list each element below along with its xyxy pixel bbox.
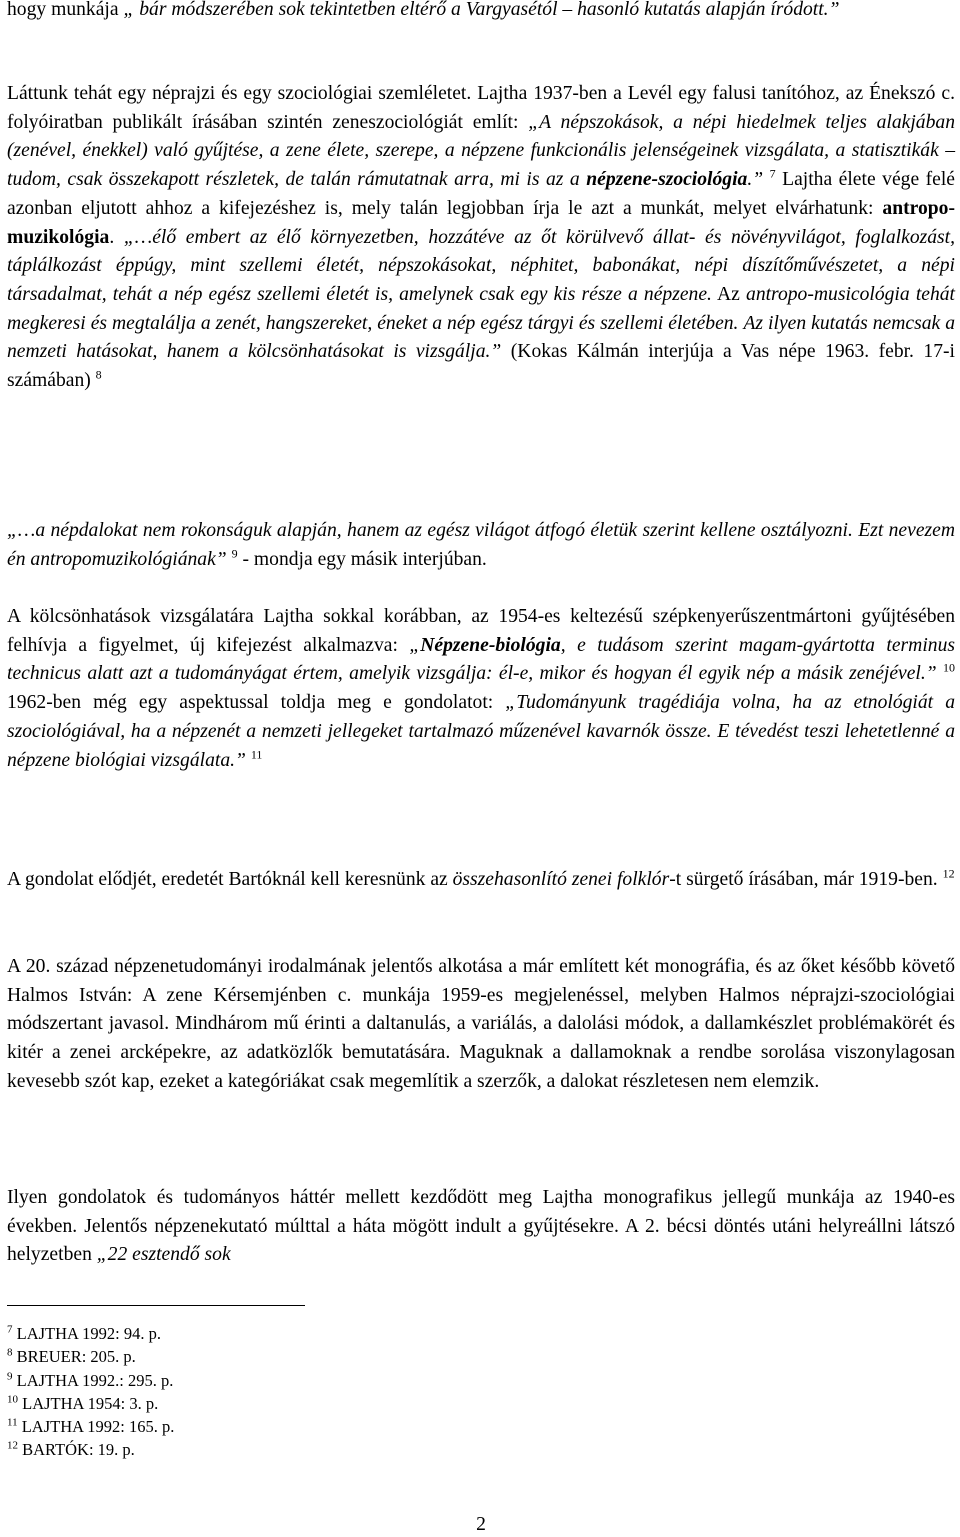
text-run: Ezt nevezem én antropomuzikológiának”: [7, 520, 955, 570]
text-run: antropo-musicológia tehát megkeresi és megtalálja a zenét, hangszereket, éneket a nép egész tárgyi és szellemi életében.: [7, 283, 955, 334]
text-run: hogy munkája: [7, 0, 124, 20]
paragraph: [7, 953, 955, 1097]
text-run: - mondja egy másik interjúban.: [237, 548, 487, 570]
footnote-text: BREUER: 205. p.: [16, 1347, 136, 1367]
page-number: 2: [476, 1514, 486, 1535]
footnote: [7, 1345, 174, 1368]
text-run: (Kokas Kálmán interjúja a Vas népe 1963. febr. 17-i számában): [7, 341, 955, 392]
text-run: „…a népdalokat nem rokonságuk alapján, hanem az egész világot átfogó életük szerint kellene osztályozni.: [7, 520, 853, 541]
text-run: , e tudásom szerint magam-gyártotta terminus technicus alatt azt a tudományágat értem, amelyik vizsgálja: él-e, mikor és hogyan él egyik nép a másik zenéjével.”: [7, 634, 955, 685]
text-run: „…élő embert az élő környezetben, hozzátéve az őt körülvevő állat- és növényvilágot, foglalkozást, táplálkozást éppúgy, mint szellemi életét, népszokásokat, néphitet, babonákat, népi díszítőművészetet, a népi társadalmat, tehát a nép egész szellemi életét is, amelynek csak egy kis része a népzene.: [7, 226, 955, 305]
text-run: A 20. század népzenetudományi irodalmának jelentős alkotása a már említett két monográfia, és az őket később követő Halmos István: A zene Kérsemjénben c. munkája 1959-es megjelenéssel, melyben Halmos néprajzi-szociológiai módszertant javasol. Mindhárom mű érinti a daltanulás, a variálás, a dalolási módok, a dallamkészlet problémakörét és kitér a zenei arcképekre, az adatközlők bemutatására. Maguknak a dallamoknak a rendbe sorolása viszonylagosan kevesebb szót kap, ezeket a kategóriákat csak megemlítik a szerzők, a dalokat részletesen nem elemzik.: [7, 956, 955, 1092]
footnote: [7, 1369, 174, 1392]
text-run: .: [109, 226, 124, 248]
footnotes: [7, 1322, 174, 1462]
text-run: A gondolat elődjét, eredetét Bartóknál kell keresnünk az: [7, 869, 453, 890]
paragraph: [7, 1184, 955, 1270]
paragraph: [7, 80, 955, 396]
footnote-text: LAJTHA 1992.: 295. p.: [16, 1370, 174, 1390]
footnote-number: 12: [7, 1439, 18, 1452]
footnote: [7, 1322, 174, 1345]
paragraph: [7, 603, 955, 775]
text-run: Népzene-biológia: [420, 634, 561, 656]
text-run: „Tudományunk tragédiája volna, ha az etnológiát a szociológiával, ha a népzenét a nemzeti jellegeket tartalmazó műzenével kavarnók össze. E tévedést teszi lehetetlenné a népzene biológiai vizsgálata.”: [7, 692, 956, 771]
footnote-reference[interactable]: 12: [942, 866, 955, 881]
text-run: -t sürgető írásában, már 1919-ben.: [669, 869, 943, 890]
footnote-reference[interactable]: 9: [231, 546, 238, 561]
footnote-reference[interactable]: 10: [943, 660, 955, 675]
text-run: 1962-ben még egy aspektussal toldja meg e gondolatot:: [7, 692, 506, 714]
text-run: összehasonlító zenei folklór: [452, 869, 670, 890]
footnote-text: LAJTHA 1992: 94. p.: [16, 1324, 161, 1343]
footnote-number: 9: [7, 1370, 13, 1383]
footnote-number: 11: [7, 1416, 18, 1429]
text-run: Lajtha élete vége felé azonban eljutott ahhoz a kifejezéshez is, mely talán legjobban írja le azt a munkát, melyet elvárhatunk:: [7, 169, 955, 219]
footnote: [7, 1415, 174, 1438]
footnote-separator: [7, 1305, 305, 1306]
text-run: népzene-szociológia: [586, 169, 748, 191]
text-run: A kölcsönhatások vizsgálatára Lajtha sokkal korábban, az 1954-es keltezésű szépkenyerűszentmártoni gyűjtésében felhívja a figyelmet, új kifejezést alkalmazva:: [7, 606, 955, 656]
footnote-text: LAJTHA 1992: 165. p.: [21, 1417, 175, 1437]
text-run: „ bár módszerében sok tekintetben eltérő a Vargyasétól – hasonló kutatás alapján íródott.”: [123, 0, 840, 20]
text-run: antropo-muzikológia: [7, 197, 955, 248]
footnote-number: 8: [7, 1346, 13, 1359]
paragraph: [7, 517, 955, 574]
paragraph: [7, 0, 955, 25]
footnote-reference[interactable]: 7: [769, 166, 776, 181]
footnote-text: BARTÓK: 19. p.: [22, 1440, 135, 1460]
text-run: „22 esztendő sok: [96, 1244, 231, 1266]
footnote-reference[interactable]: 8: [95, 367, 102, 382]
text-run: Láttunk tehát egy néprajzi és egy szociológiai szemléletet. Lajtha 1937-ben a Levél egy falusi tanítóhoz, az Énekszó c. folyóiratban publikált írásában szintén zeneszociológiát említ:: [7, 83, 955, 133]
paragraph: [7, 866, 955, 895]
footnote-number: 10: [7, 1393, 18, 1406]
footnote-reference[interactable]: 11: [250, 746, 263, 761]
footnote: [7, 1438, 174, 1461]
text-run: „: [409, 634, 421, 656]
footnote: [7, 1392, 174, 1415]
footnote-text: LAJTHA 1954: 3. p.: [22, 1393, 159, 1413]
text-run: Ilyen gondolatok és tudományos háttér mellett kezdődött meg Lajtha monografikus jellegű munkája az 1940-es években. Jelentős népzenekutató múlttal a háta mögött indult a gyűjtésekre. A 2. bécsi döntés utáni helyreállni látszó helyzetben: [7, 1187, 955, 1266]
text-run: Az: [711, 283, 747, 305]
text-run: Az ilyen kutatás nemcsak a nemzeti hatásokat, hanem a kölcsönhatásokat is vizsgálja.”: [7, 312, 955, 363]
text-run: .”: [747, 169, 764, 191]
footnote-number: 7: [7, 1323, 13, 1336]
text-run: „A népszokások, a népi hiedelmek teljes alakjában (zenével, énekkel) való gyűjtése, a zene élete, szerepe, a népzene funkcionális jelenségeinek vizsgálata, a statisztikák – tudom, csak összekapott részletek, de talán rámutatnak arra, mi is az a: [7, 111, 955, 191]
